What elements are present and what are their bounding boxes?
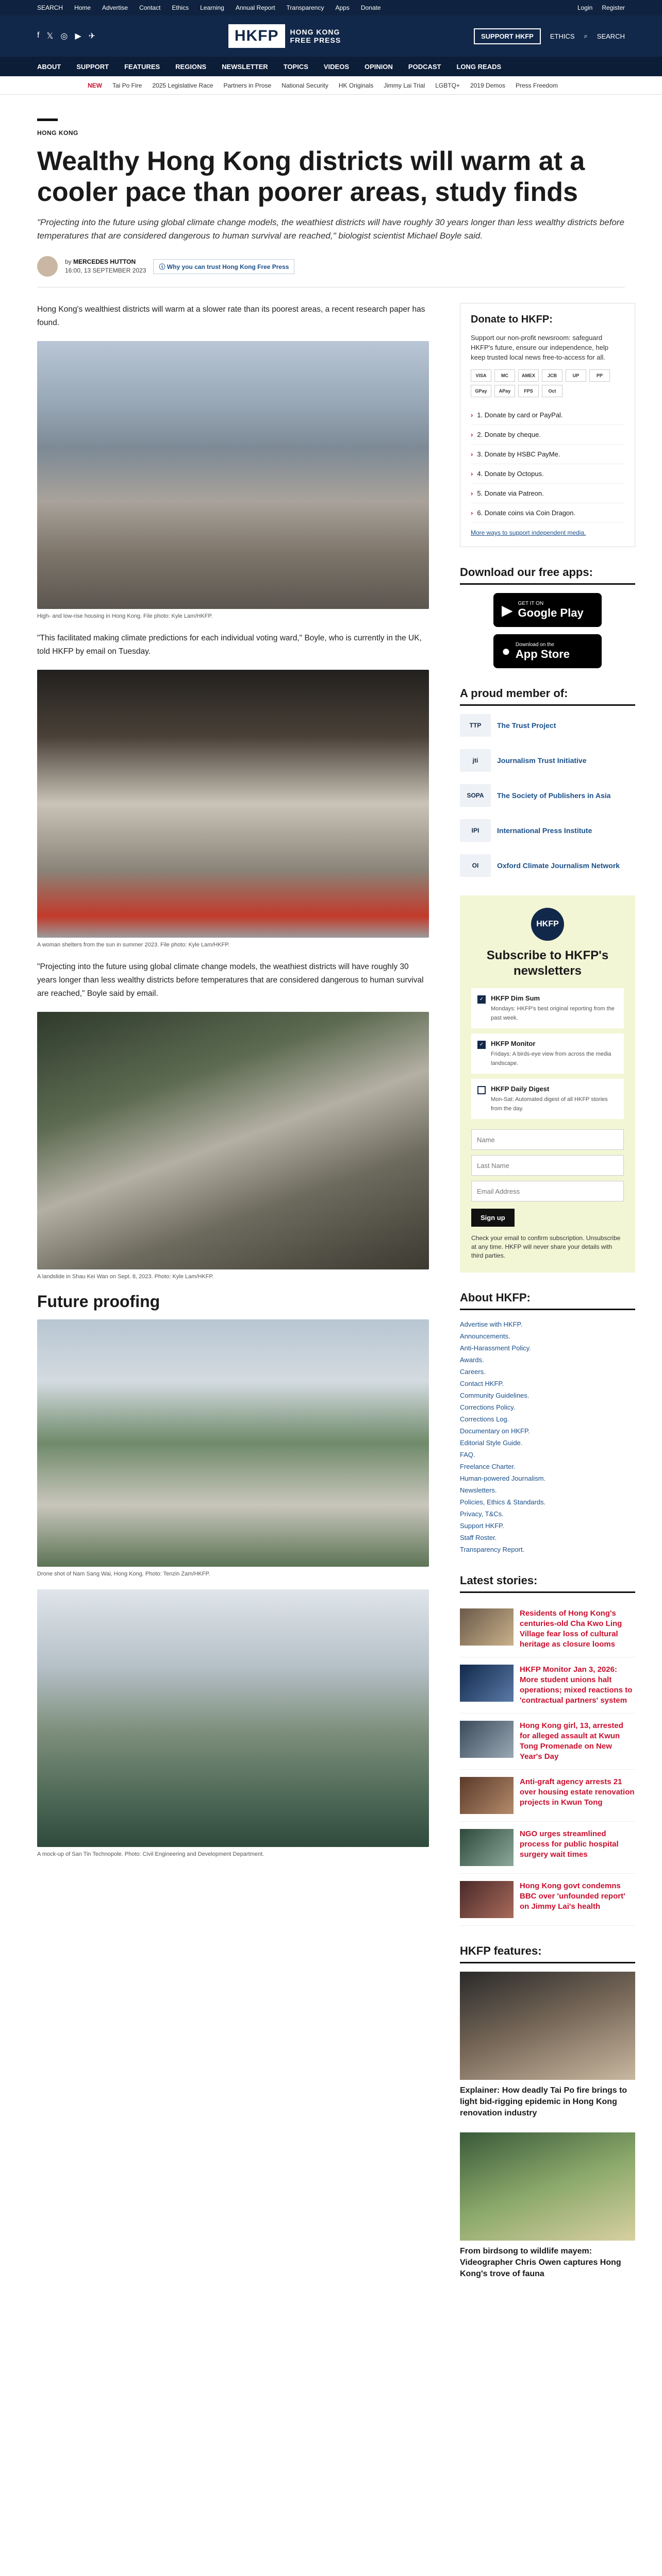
member-name: International Press Institute [497,826,592,835]
google-play-line-2: Google Play [518,606,584,619]
article-photo-landslide [37,1012,429,1269]
checkbox-checked[interactable]: ✓ [477,1041,486,1049]
app-store-text [516,642,570,661]
payment-logo: APay [494,385,515,397]
story-thumbnail [460,1721,514,1758]
newsletter-note: Check your email to confirm subscription. Unsubscribe at any time. HKFP will never share your details with third parties. [471,1234,621,1259]
youtube-icon[interactable]: ▶ [75,32,81,41]
donate-option-label: 2. Donate by cheque. [477,431,541,438]
article-photo-sun [37,670,429,938]
photo-caption: A landslide in Shau Kei Wan on Sept. 8, 2023. Photo: Kyle Lam/HKFP. [37,1274,214,1280]
trending-item[interactable]: Press Freedom [515,81,558,89]
trending-item[interactable]: Partners in Prose [223,81,272,89]
logo-words [290,28,341,44]
article-title: Wealthy Hong Kong districts will warm at a cooler pace than poorer areas, study finds [37,146,585,207]
feature-image [460,2132,635,2241]
payment-logo: PP [589,369,610,382]
about-link[interactable]: Documentary on HKFP. [460,1427,530,1435]
about-link[interactable]: Support HKFP. [460,1522,504,1530]
latest-title: Latest stories: [460,1574,635,1593]
chevron-right-icon: › [471,470,473,478]
payment-logo: JCB [542,369,562,382]
article-paragraph: "This facilitated making climate predictions for each individual voting ward," Boyle, who is currently in the UK, told HKFP by email on Tuesday. [37,634,422,656]
about-link[interactable]: Announcements. [460,1332,510,1340]
trending-item[interactable]: 2019 Demos [470,81,505,89]
instagram-icon[interactable]: ◎ [60,32,68,41]
member-logo: TTP [460,714,491,737]
google-play-text [518,601,584,620]
about-link[interactable]: FAQ. [460,1451,475,1459]
payment-methods [471,369,624,397]
top-link-apps[interactable]: Apps [335,4,350,11]
article-photo-technopole [37,1589,429,1847]
donate-option[interactable] [471,464,624,484]
story-title: Anti-graft agency arrests 21 over housing estate renovation projects in Kwun Tong [520,1777,635,1807]
newsletter-desc: Mon-Sat: Automated digest of all HKFP stories from the day. [491,1096,608,1112]
trending-item[interactable]: Tai Po Fire [112,81,142,89]
publish-date: 16:00, 13 SEPTEMBER 2023 [65,267,146,274]
google-play-button[interactable] [493,593,602,627]
logo-line-2: FREE PRESS [290,36,341,44]
photo-caption: A mock-up of San Tin Technopole. Photo: Civil Engineering and Development Department. [37,1851,264,1857]
nav-about[interactable]: ABOUT [37,62,61,71]
content-layout [0,287,662,2293]
payment-logo: Oct [542,385,562,397]
about-link[interactable]: Staff Roster. [460,1534,497,1541]
trending-bar [0,76,662,95]
member-logo: jti [460,749,491,772]
newsletter-option-daily-digest[interactable] [471,1079,624,1119]
trending-item[interactable]: National Security [282,81,328,89]
payment-logo: GPay [471,385,491,397]
about-link[interactable]: Awards. [460,1356,484,1364]
ethics-link[interactable]: ETHICS [550,32,575,40]
logo-mark: HKFP [228,24,285,48]
register-link[interactable]: Register [602,4,625,11]
account-links [577,4,625,11]
nav-videos[interactable]: VIDEOS [323,62,349,71]
sidebar [460,303,635,2293]
story-thumbnail [460,1608,514,1646]
top-links [37,4,381,11]
last-name-input[interactable] [471,1155,624,1176]
about-list [460,1318,635,1555]
google-play-line-1: GET IT ON [518,600,544,606]
header-actions [474,28,625,44]
byline [37,256,625,287]
about-link[interactable]: Advertise with HKFP. [460,1320,523,1328]
member-logo: SOPA [460,784,491,807]
latest-story[interactable] [460,1714,635,1770]
chevron-right-icon: › [471,431,473,438]
article-photo-drone [37,1319,429,1567]
features-title: HKFP features: [460,1944,635,1963]
newsletter-option-text [491,1040,618,1067]
story-title: Hong Kong girl, 13, arrested for alleged assault at Kwun Tong Promenade on New Year's Day [520,1721,623,1761]
nav-long-reads[interactable]: LONG READS [456,62,502,71]
top-utility-bar [0,0,662,15]
member-org[interactable] [460,854,635,877]
checkbox-checked[interactable]: ✓ [477,995,486,1004]
trust-info-icon: ⓘ [159,263,167,270]
donate-option[interactable] [471,503,624,523]
top-link-ethics[interactable]: Ethics [172,4,189,11]
donate-text: Support our non-profit newsroom: safeguard HKFP's future, ensure our independence, help keep trusted local news free-to-access for all. [471,334,608,361]
photo-caption: High- and low-rise housing in Hong Kong. File photo: Kyle Lam/HKFP. [37,613,213,619]
apple-icon: ● [502,643,510,659]
about-link[interactable]: Anti-Harassment Policy. [460,1344,531,1352]
feature-title: Explainer: How deadly Tai Po fire brings to light bid-rigging epidemic in Hong Kong renovation industry [460,2086,627,2117]
latest-story[interactable] [460,1822,635,1874]
member-name: The Society of Publishers in Asia [497,791,611,800]
about-link[interactable]: Corrections Log. [460,1415,509,1423]
telegram-icon[interactable]: ✈ [88,32,96,41]
nav-opinion[interactable]: OPINION [365,62,393,71]
story-thumbnail [460,1665,514,1702]
article-body [37,303,429,2293]
newsletter-desc: Mondays: HKFP's best original reporting from the past week. [491,1006,615,1021]
member-org[interactable] [460,784,635,807]
trust-badge[interactable] [153,259,294,274]
social-icons [37,31,95,41]
donate-option-label: 5. Donate via Patreon. [477,489,544,497]
member-org[interactable] [460,819,635,842]
newsletter-signup [460,895,635,1273]
brand-bar [0,15,662,57]
donate-option[interactable] [471,445,624,464]
newsletter-option-text [491,994,618,1022]
feature-title: From birdsong to wildlife mayem: Videographer Chris Owen captures Hong Kong's trove of fauna [460,2247,621,2278]
app-store-line-2: App Store [515,647,570,660]
donate-option-label: 6. Donate coins via Coin Dragon. [477,509,576,517]
chevron-right-icon: › [471,411,473,419]
story-title: Hong Kong govt condemns BBC over 'unfounded report' on Jimmy Lai's health [520,1882,625,1911]
main-nav [0,57,662,76]
top-link-contact[interactable]: Contact [139,4,161,11]
nav-newsletter[interactable]: NEWSLETTER [222,62,268,71]
newsletter-name: HKFP Daily Digest [491,1085,550,1093]
article-header [0,95,662,287]
trending-item[interactable]: LGBTQ+ [435,81,460,89]
chevron-right-icon: › [471,489,473,497]
about-link[interactable]: Newsletters. [460,1486,497,1494]
trending-item[interactable]: HK Originals [338,81,374,89]
latest-story[interactable] [460,1657,635,1714]
header-search-label[interactable]: SEARCH [597,32,625,40]
latest-story[interactable] [460,1601,635,1657]
story-title: Residents of Hong Kong's centuries-old Cha Kwo Ling Village fear loss of cultural heritage as closure looms [520,1609,622,1649]
newsletter-option-text [491,1085,618,1113]
byline-meta [65,258,146,275]
search-icon[interactable]: ⌕ [584,32,588,40]
trending-item[interactable]: Jimmy Lai Trial [384,81,425,89]
article-paragraph: "Projecting into the future using global climate change models, the weathiest districts will have roughly 30 years longer than less wealthy districts before temperatures that are considered dangerous to human survival are reached," Boyle said by email. [37,962,424,998]
member-name: Journalism Trust Initiative [497,756,587,765]
donate-option[interactable] [471,425,624,445]
latest-story[interactable] [460,1874,635,1926]
donate-option[interactable] [471,405,624,425]
newsletter-desc: Fridays: A birds-eye view from across the media landscape. [491,1051,611,1066]
nav-support[interactable]: SUPPORT [76,62,109,71]
trending-label: NEW [88,81,102,89]
newsletter-name: HKFP Monitor [491,1040,536,1047]
top-link-home[interactable]: Home [74,4,91,11]
newsletter-title: Subscribe to HKFP's newsletters [486,948,609,978]
newsletter-badge: HKFP [531,908,564,941]
story-thumbnail [460,1829,514,1866]
trust-label: Why you can trust Hong Kong Free Press [167,263,289,270]
by-prefix: by [65,258,74,265]
nav-topics[interactable]: TOPICS [283,62,308,71]
member-name: Oxford Climate Journalism Network [497,861,620,870]
site-logo[interactable] [228,24,341,48]
feature-story[interactable] [460,2132,635,2280]
nav-regions[interactable]: REGIONS [175,62,207,71]
top-link-annual-report[interactable]: Annual Report [235,4,275,11]
member-org[interactable] [460,749,635,772]
top-link-donate[interactable]: Donate [360,4,381,11]
about-link[interactable]: Community Guidelines. [460,1392,529,1399]
email-input[interactable] [471,1181,624,1201]
nav-podcast[interactable]: PODCAST [408,62,441,71]
members-title: A proud member of: [460,687,635,706]
kicker-rule [37,118,58,121]
about-link[interactable]: Human-powered Journalism. [460,1475,546,1482]
top-link-learning[interactable]: Learning [200,4,224,11]
about-title: About HKFP: [460,1291,635,1310]
member-org[interactable] [460,714,635,737]
checkbox-unchecked[interactable] [477,1086,486,1094]
first-name-input[interactable] [471,1129,624,1150]
author-name[interactable]: MERCEDES HUTTON [73,258,136,265]
about-link[interactable]: Corrections Policy. [460,1403,516,1411]
signup-button[interactable]: Sign up [471,1209,515,1227]
latest-story[interactable] [460,1770,635,1822]
play-store-icon: ▶ [502,602,513,618]
login-link[interactable]: Login [577,4,593,11]
payment-logo: AMEX [518,369,539,382]
story-title: HKFP Monitor Jan 3, 2026: More student unions halt operations; mixed reactions to 'contractual partners' system [520,1665,633,1705]
logo-line-1: HONG KONG [290,28,340,36]
feature-story[interactable] [460,1972,635,2119]
member-logo: IPI [460,819,491,842]
about-link[interactable]: Policies, Ethics & Standards. [460,1498,546,1506]
donate-option[interactable] [471,484,624,503]
app-store-button[interactable] [493,634,602,668]
nav-features[interactable]: FEATURES [124,62,160,71]
more-ways-link[interactable]: More ways to support independent media. [471,529,586,536]
photo-caption: A woman shelters from the sun in summer 2023. File photo: Kyle Lam/HKFP. [37,942,230,948]
article-standfirst: "Projecting into the future using global climate change models, the weathiest districts will have roughly 30 years longer than less wealthy districts before temperatures that are considered dangerous to human survival are reached," biologist scientist Michael Boyle said. [37,217,625,241]
about-link[interactable]: Careers. [460,1368,486,1376]
top-link-search[interactable]: SEARCH [37,4,63,11]
story-thumbnail [460,1881,514,1918]
feature-image [460,1972,635,2080]
about-link[interactable]: Privacy, T&Cs. [460,1510,504,1518]
app-store-line-1: Download on the [515,641,554,648]
payment-logo: UP [566,369,586,382]
story-title: NGO urges streamlined process for public hospital surgery wait times [520,1829,619,1859]
donate-option-label: 4. Donate by Octopus. [477,470,544,478]
author-avatar[interactable] [37,256,58,277]
donate-title: Donate to HKFP: [471,314,553,325]
top-link-advertise[interactable]: Advertise [102,4,128,11]
top-link-transparency[interactable]: Transparency [286,4,324,11]
section-heading: Future proofing [37,1292,160,1311]
apps-title: Download our free apps: [460,566,635,585]
payment-logo: MC [494,369,515,382]
facebook-icon[interactable]: f [37,31,40,40]
article-photo-housing [37,341,429,609]
latest-stories [460,1601,635,1926]
chevron-right-icon: › [471,509,473,517]
newsletter-option-dim-sum[interactable] [471,988,624,1028]
about-link[interactable]: Freelance Charter. [460,1463,516,1470]
about-link[interactable]: Transparency Report. [460,1546,525,1553]
article-kicker[interactable]: HONG KONG [37,129,78,137]
payment-logo: FPS [518,385,539,397]
donate-box [460,303,635,547]
article-paragraph: Hong Kong's wealthiest districts will warm at a slower rate than its poorest areas, a recent research paper has found. [37,305,425,327]
chevron-right-icon: › [471,450,473,458]
donate-option-label: 1. Donate by card or PayPal. [477,411,563,419]
donate-option-label: 3. Donate by HSBC PayMe. [477,450,560,458]
support-hkfp-button[interactable]: SUPPORT HKFP [474,28,541,44]
member-logo: OI [460,854,491,877]
twitter-icon[interactable]: 𝕏 [46,32,54,41]
newsletter-option-monitor[interactable] [471,1033,624,1074]
about-link[interactable]: Contact HKFP. [460,1380,504,1387]
about-link[interactable]: Editorial Style Guide. [460,1439,523,1447]
story-thumbnail [460,1777,514,1814]
payment-logo: VISA [471,369,491,382]
newsletter-name: HKFP Dim Sum [491,994,540,1002]
member-name: The Trust Project [497,721,556,730]
photo-caption: Drone shot of Nam Sang Wai, Hong Kong. Photo: Tenzin Zam/HKFP. [37,1571,210,1577]
trending-item[interactable]: 2025 Legislative Race [152,81,213,89]
